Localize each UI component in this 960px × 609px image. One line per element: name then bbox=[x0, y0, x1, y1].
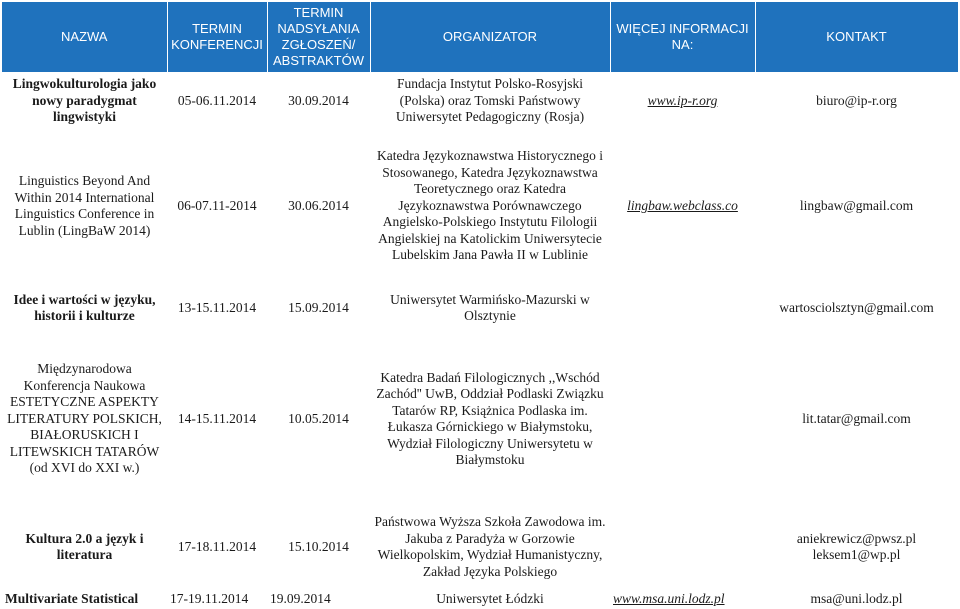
submission-date: 30.09.2014 bbox=[288, 92, 349, 108]
table-row bbox=[2, 282, 958, 334]
table-row bbox=[2, 334, 958, 504]
submission-date: 10.05.2014 bbox=[288, 410, 349, 426]
website-link-text[interactable]: www.msa.uni.lodz.pl bbox=[613, 591, 725, 606]
conference-name: Międzynarodowa Konferencja Naukowa ESTETYCZNE ASPEKTY LITERATURY POLSKICH, BIAŁORUSKICH I LITEWSKICH TATARÓW (od XVI do XXI w.) bbox=[7, 361, 162, 476]
header-term-conference: TERMIN KONFERENCJI bbox=[167, 2, 267, 72]
website-link[interactable] bbox=[610, 504, 755, 590]
conference-date: 14-15.11.2014 bbox=[177, 410, 257, 426]
header-name: NAZWA bbox=[2, 2, 167, 72]
conference-date: 13-15.11.2014 bbox=[177, 299, 257, 315]
contact-email[interactable]: aniekrewicz@pwsz.pl leksem1@wp.pl bbox=[796, 530, 917, 562]
table-row bbox=[2, 504, 958, 590]
organizer: Uniwersytet Warmińsko-Mazurski w Olsztynie bbox=[390, 291, 590, 323]
conference-name: Kultura 2.0 a język i literatura bbox=[25, 530, 144, 562]
conference-table bbox=[2, 2, 959, 609]
organizer: Katedra Językoznawstwa Historycznego i Stosowanego, Katedra Językoznawstwa Teoretycznego oraz Katedra Językoznawstwa Porównawczego Angielsko-Polskiego Instytutu Filologii Angielskiej na Katolickim Uniwersytecie Lubelskim Jana Pawła II w Lublinie bbox=[376, 148, 604, 263]
submission-date: 15.10.2014 bbox=[288, 538, 349, 554]
organizer: Katedra Badań Filologicznych ,,Wschód Zachód'' UwB, Oddział Podlaski Związku Tatarów RP, Książnica Podlaska im. Łukasza Górnickiego w Białymstoku, Wydział Filologiczny Uniwersytetu w Białymstoku bbox=[376, 369, 604, 467]
website-link[interactable] bbox=[610, 130, 755, 282]
website-link[interactable] bbox=[610, 334, 755, 504]
submission-date: 30.06.2014 bbox=[288, 197, 349, 213]
conference-name: Multivariate Statistical bbox=[5, 591, 139, 606]
header-contact: KONTAKT bbox=[755, 2, 958, 72]
submission-date: 19.09.2014 bbox=[270, 591, 331, 606]
conference-date: 05-06.11.2014 bbox=[177, 92, 257, 108]
conference-name: Idee i wartości w języku, historii i kulturze bbox=[13, 291, 156, 323]
table-row bbox=[2, 130, 958, 282]
submission-date: 15.09.2014 bbox=[288, 299, 349, 315]
website-link[interactable] bbox=[610, 72, 755, 130]
website-link-text[interactable]: lingbaw.webclass.co bbox=[627, 197, 738, 213]
contact-email[interactable]: biuro@ip-r.org bbox=[816, 92, 897, 108]
conference-date: 17-18.11.2014 bbox=[177, 538, 257, 554]
organizer: Fundacja Instytut Polsko-Rosyjski (Polska) oraz Tomski Państwowy Uniwersytet Pedagogiczny (Rosja) bbox=[395, 76, 585, 125]
organizer: Uniwersytet Łódzki bbox=[436, 591, 544, 606]
header-more-info: WIĘCEJ INFORMACJI NA: bbox=[610, 2, 755, 72]
conference-date: 06-07.11-2014 bbox=[177, 197, 257, 213]
table-row bbox=[2, 72, 958, 130]
header-row bbox=[2, 2, 958, 72]
header-organizer: ORGANIZATOR bbox=[370, 2, 610, 72]
conference-date: 17-19.11.2014 bbox=[170, 591, 249, 606]
contact-email[interactable]: msa@uni.lodz.pl bbox=[810, 591, 903, 606]
header-term-submission: TERMIN NADSYŁANIA ZGŁOSZEŃ/ ABSTRAKTÓW bbox=[267, 2, 370, 72]
contact-email[interactable]: lingbaw@gmail.com bbox=[799, 197, 914, 213]
website-link-text[interactable]: www.ip-r.org bbox=[647, 92, 718, 108]
contact-email[interactable]: lit.tatar@gmail.com bbox=[802, 410, 911, 426]
website-link[interactable] bbox=[610, 282, 755, 334]
organizer: Państwowa Wyższa Szkoła Zawodowa im. Jakuba z Paradyża w Gorzowie Wielkopolskim, Wydział Humanistyczny, Zakład Języka Polskiego bbox=[374, 514, 606, 579]
contact-email[interactable]: wartosciolsztyn@gmail.com bbox=[779, 299, 934, 315]
conference-name: Lingwokulturologia jako nowy paradygmat lingwistyki bbox=[12, 76, 157, 125]
conference-name: Linguistics Beyond And Within 2014 International Linguistics Conference in Lublin (LingBaW 2014) bbox=[14, 173, 155, 238]
